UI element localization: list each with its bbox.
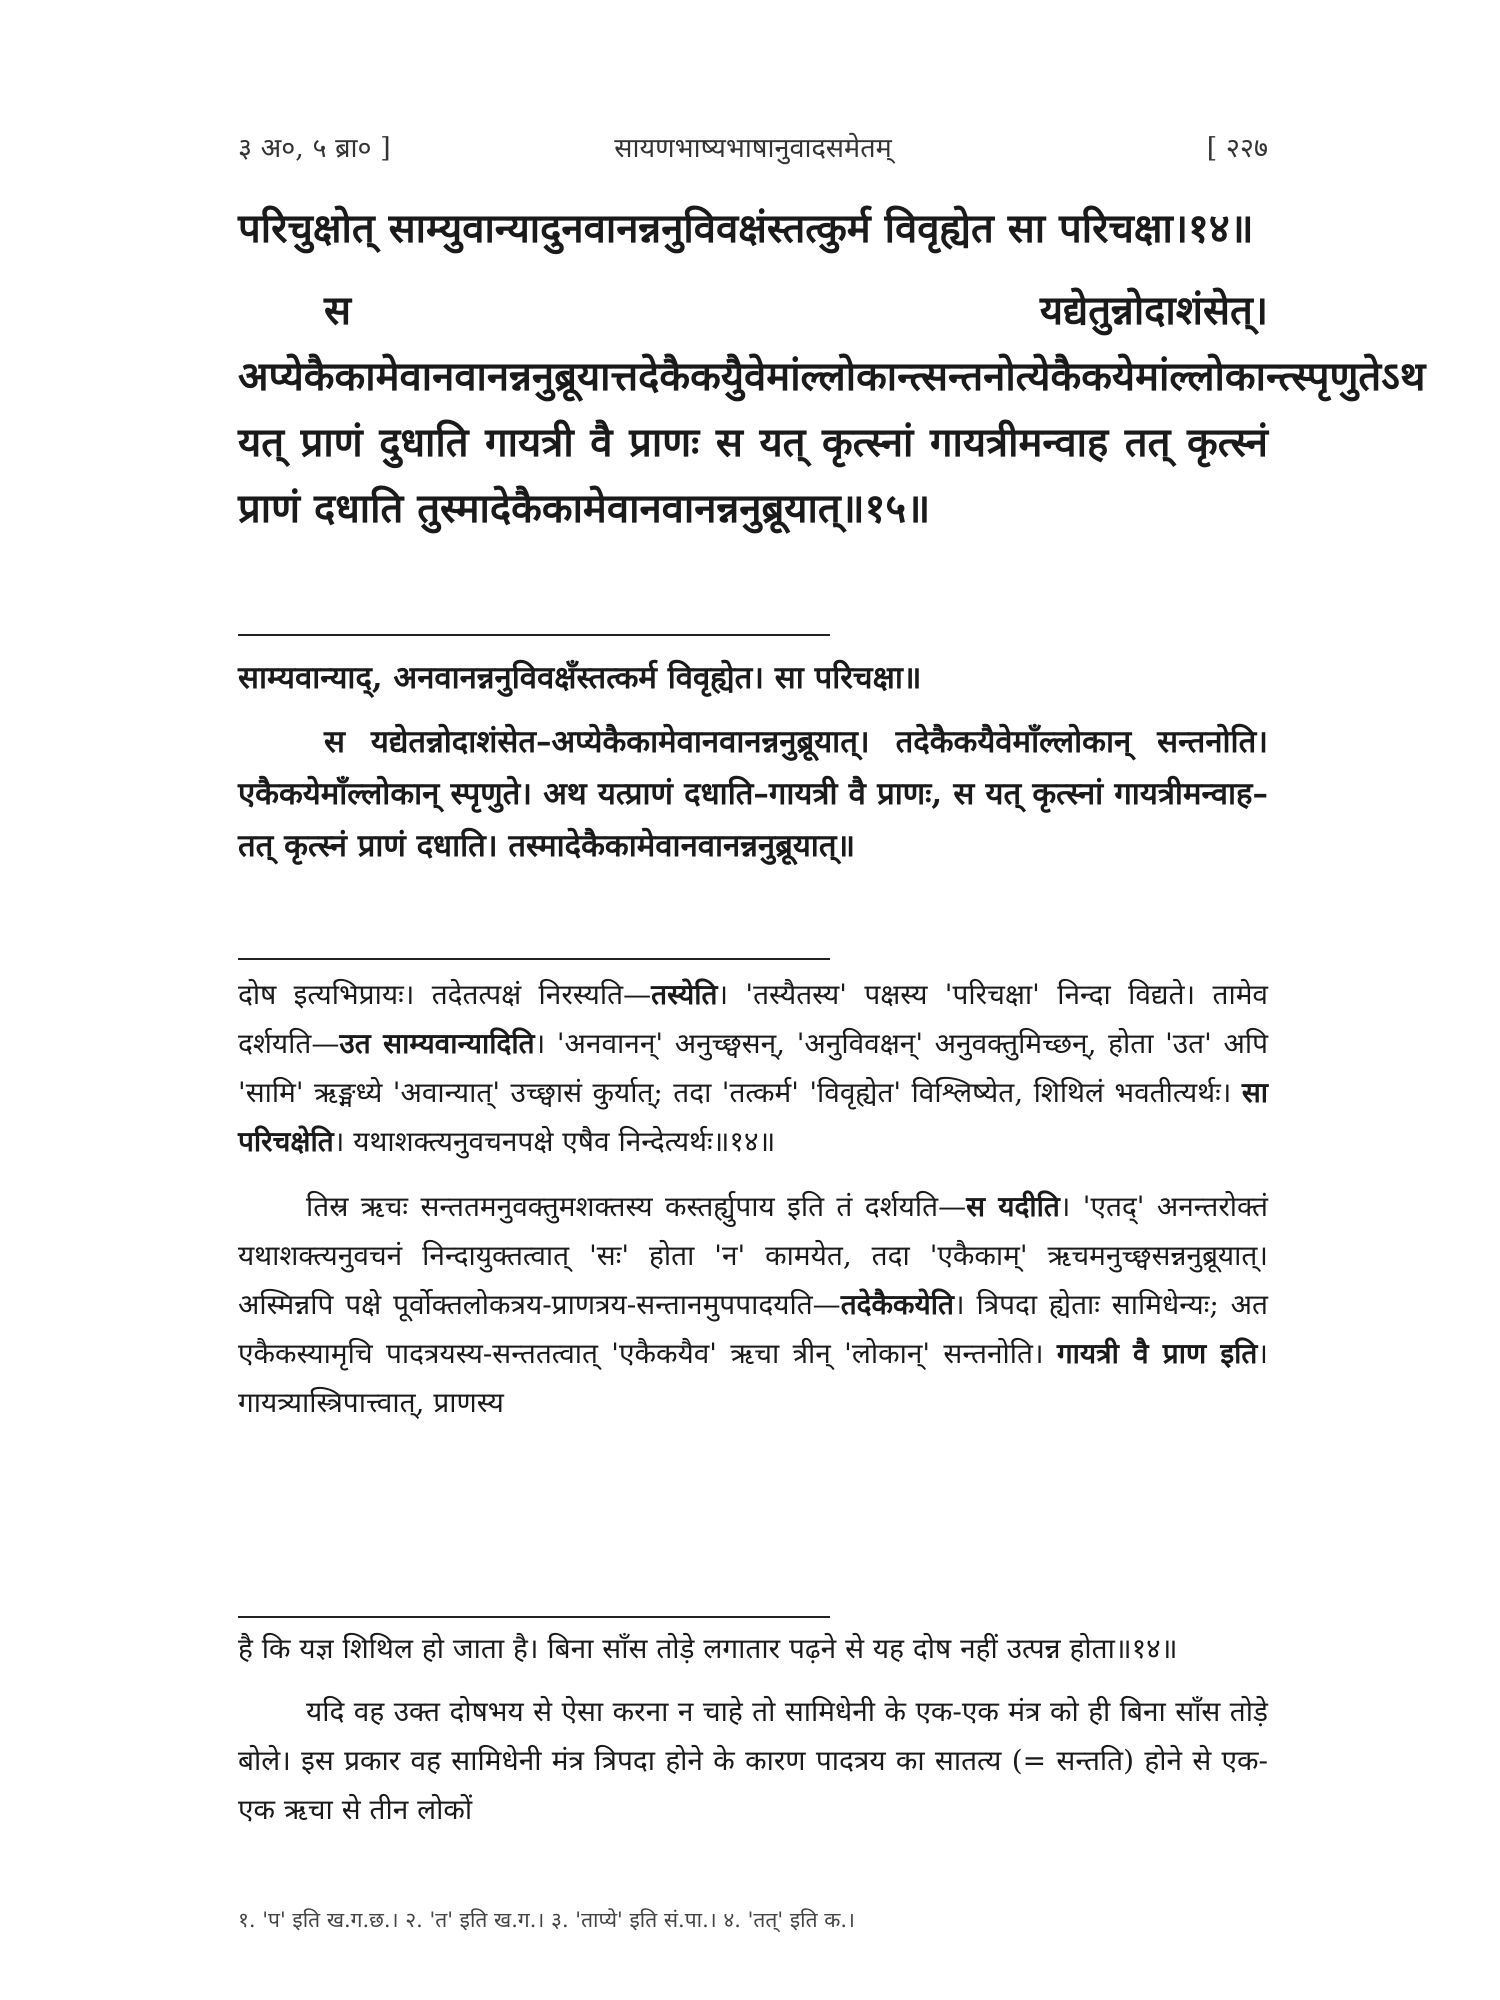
- footnotes: १. 'प' इति ख.ग.छ.। २. 'त' इति ख.ग.। ३. 'ताप्ये' इति सं.पा.। ४. 'तत्' इति क.।: [238, 1908, 855, 1932]
- padapatha-14: साम्यवान्याद्, अनवानन्ननुविवक्षँस्तत्कर्म विवृह्येत। सा परिचक्षा॥: [238, 660, 922, 696]
- bhashya-para-2: [238, 1182, 1268, 1427]
- divider-1: [238, 634, 830, 636]
- hindi-translation: [238, 1624, 1268, 1834]
- bhashya-text: । 'तस्यैतस्य' पक्षस्य 'परिचक्षा' निन्दा विद्यते। तामेव दर्शयति—: [238, 978, 1269, 1060]
- mantra-15: स यद्येतुन्नोदाशंसेत्। अप्येकैकामेवानवानन्ननुब्रूयात्तदेकैकयुैवेमांल्लोकान्त्सन्तनोत्येकैकयेमांल्लोकान्त्स्पृणुतेऽथ यत् प्राणं दुधाति गायत्री वै प्राणः स यत् कृत्स्नां गायत्रीमन्वाह तत् कृत्स्नं प्राणं दधाति तुस्मादेकैकामेवानवानन्ननुब्रूयात्॥१५॥: [238, 287, 1426, 532]
- bhashya-text: । गायत्र्यास्त्रिपात्त्वात्, प्राणस्य: [238, 1337, 1268, 1419]
- hindi-para-2: यदि वह उक्त दोषभय से ऐसा करना न चाहे तो सामिधेनी के एक-एक मंत्र को ही बिना साँस तोड़े बोले। इस प्रकार वह सामिधेनी मंत्र त्रिपदा होने के कारण पादत्रय का सातत्य (= सन्तति) होने से एक-एक ऋचा से तीन लोकों: [238, 1695, 1268, 1826]
- bhashya-pratika: तदेकैकयेति: [840, 1288, 954, 1321]
- bhashya-text: तिस्र ऋचः सन्ततमनुवक्तुमशक्तस्य कस्तर्ह्युपाय इति तं दर्शयति—: [306, 1190, 967, 1223]
- bhashya-text: । 'एतद्' अनन्तरोक्तं यथाशक्त्यनुवचनं निन्दायुक्तत्वात् 'सः' होता 'न' कामयेत, तदा 'एकैकाम्' ऋचमनुच्छ्वसन्ननुब्रूयात्। अस्मिन्नपि पक्षे पूर्वोक्तलोकत्रय-प्राणत्रय-सन्तानमुपपादयति—: [238, 1190, 1269, 1321]
- bhashya-pratika: गायत्री वै प्राण इति: [1056, 1337, 1258, 1370]
- bhashya-text: । त्रिपदा ह्येताः सामिधेन्यः; अत एकैकस्यामृचि पादत्रयस्य-सन्ततत्वात् 'एकैकयैव' ऋचा त्रीन् 'लोकान्' सन्तनोति।: [238, 1288, 1268, 1370]
- bhashya-pratika: सा परिचक्षेति: [238, 1076, 1268, 1158]
- header-title: सायणभाष्यभाषानुवादसमेतम्: [614, 133, 892, 164]
- bhashya-pratika: उत साम्यवान्यादिति: [339, 1027, 535, 1060]
- divider-3: [238, 1616, 830, 1618]
- bhashya-para-1: [238, 970, 1268, 1166]
- divider-2: [238, 958, 830, 960]
- padapatha-15: स यद्येतन्नोदाशंसेत–अप्येकैकामेवानवानन्ननुब्रूयात्। तदेकैकयैवेमाँल्लोकान् सन्तनोति। एकैकयेमाँल्लोकान् स्पृणुते। अथ यत्प्राणं दधाति–गायत्री वै प्राणः, स यत् कृत्स्नां गायत्रीमन्वाह–तत् कृत्स्नं प्राणं दधाति। तस्मादेकैकामेवानवानन्ननुब्रूयात्॥: [238, 724, 1268, 864]
- running-header: [238, 128, 1268, 168]
- header-chapter-ref: ३ अ०, ५ ब्रा० ]: [238, 133, 391, 164]
- hindi-para-1: है कि यज्ञ शिथिल हो जाता है। बिना साँस तोड़े लगातार पढ़ने से यह दोष नहीं उत्पन्न होता॥१४॥: [238, 1632, 1178, 1665]
- bhashya-commentary: [238, 970, 1268, 1427]
- header-page-number: [ २२७: [1206, 133, 1268, 164]
- bhashya-text: । यथाशक्त्यनुवचनपक्षे एषैव निन्देत्यर्थः॥१४॥: [333, 1125, 776, 1158]
- bhashya-pratika: तस्येति: [651, 978, 718, 1011]
- bhashya-pratika: स यदीति: [966, 1190, 1060, 1223]
- mantra-14: परिचुक्षोत् साम्युवान्यादुनवानन्ननुविवक्षंस्तत्कुर्म विवृह्येत सा परिचक्षा।१४॥: [238, 205, 1254, 252]
- mantra-text: [238, 196, 1426, 542]
- bhashya-text: दोष इत्यभिप्रायः। तदेतत्पक्षं निरस्यति—: [238, 978, 652, 1011]
- bhashya-text: । 'अनवानन्' अनुच्छ्वसन्, 'अनुविवक्षन्' अनुवक्तुमिच्छन्, होता 'उत' अपि 'सामि' ऋङ्मध्ये 'अवान्यात्' उच्छ्वासं कुर्यात्; तदा 'तत्कर्म' 'विवृह्येत' विश्लिष्येत, शिथिलं भवतीत्यर्थः।: [238, 1027, 1268, 1109]
- padapatha-text: [238, 652, 1268, 872]
